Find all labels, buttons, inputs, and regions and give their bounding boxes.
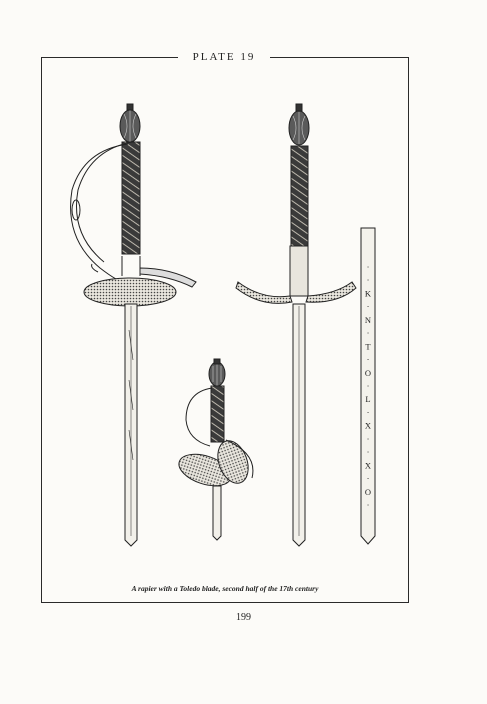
inscription-char: · <box>366 301 370 312</box>
inscription-char: L <box>365 394 371 405</box>
inscription-char: · <box>366 407 370 418</box>
inscription-char: · <box>366 381 370 391</box>
inscription-char: X <box>364 460 372 471</box>
sword-left <box>71 104 196 546</box>
inscription-char: · <box>366 500 370 510</box>
inscription-char: O <box>364 486 372 497</box>
inscription-char: · <box>366 262 370 272</box>
plate-title: PLATE 19 <box>178 49 270 65</box>
plate-caption: A rapier with a Toledo blade, second half of the 17th century <box>131 584 319 593</box>
inscription-char: · <box>366 354 370 365</box>
sword-center <box>175 359 254 540</box>
inscription-char: O <box>364 367 372 378</box>
inscription-char: · <box>366 473 370 484</box>
blade-detail <box>361 228 375 544</box>
page-number: 199 <box>236 612 251 623</box>
inscription-char: T <box>365 341 371 352</box>
inscription-char: X <box>364 420 372 431</box>
inscription-char: K <box>364 288 372 299</box>
sword-right <box>236 104 356 546</box>
inscription-char: · <box>366 328 370 339</box>
inscription-char: · <box>366 275 370 286</box>
inscription-char: N <box>364 314 372 325</box>
inscription-char: · <box>366 433 370 444</box>
inscription-char: · <box>366 447 370 458</box>
